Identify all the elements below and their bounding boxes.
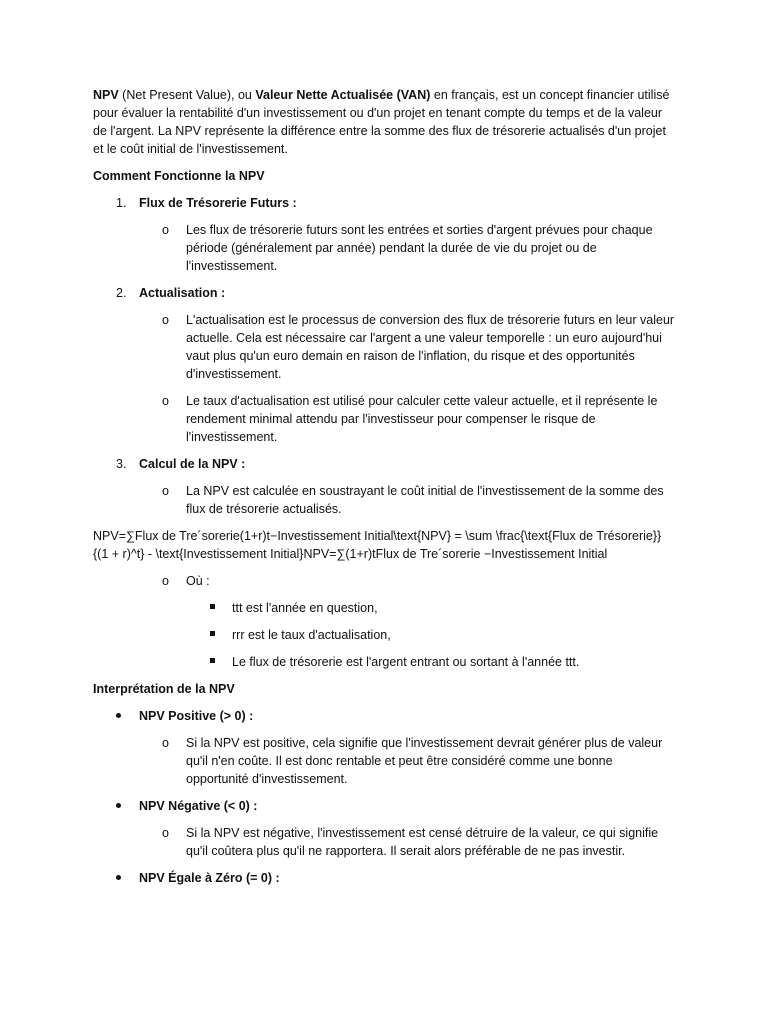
bullet-item-negative: NPV Négative (< 0) : (93, 797, 675, 815)
square-bullet-item: Le flux de trésorerie est l'argent entrant ou sortant à l'année ttt. (93, 653, 675, 671)
numbered-item-2: 2. Actualisation : (116, 286, 226, 300)
sub-bullet: o L'actualisation est le processus de conversion des flux de trésorerie futurs en leur valeur actuelle. Cela est nécessaire car l'argent a une valeur temporelle : un euro aujourd'hui vaut plus qu'un euro demain en raison de l'inflation, du risque et des opportunités d'investissement. (162, 313, 675, 381)
bullet-dot-icon (116, 713, 121, 718)
sub-bullet: o Si la NPV est positive, cela signifie que l'investissement devrait générer plus de valeur qu'il n'en coûte. Il est donc rentable et peut être considéré comme une bonne opportunité d'investissement. (162, 736, 663, 786)
numbered-item-1: 1. Flux de Trésorerie Futurs : (116, 196, 297, 210)
section-heading-fonctionnement: Comment Fonctionne la NPV (93, 169, 265, 183)
square-bullet-item: ttt est l'année en question, (93, 599, 675, 617)
van-term: Valeur Nette Actualisée (VAN) (255, 88, 431, 102)
square-bullet-item: rrr est le taux d'actualisation, (93, 626, 675, 644)
bullet-dot-icon (116, 803, 121, 808)
document-body (93, 86, 675, 896)
bullet-item-positive: NPV Positive (> 0) : (93, 707, 675, 725)
intro-paragraph: NPV (Net Present Value), ou Valeur Nette Actualisée (VAN) en français, est un concept financier utilisé pour évaluer la rentabilité d'un investissement ou d'un projet en tenant compte du temps et de la valeur de l'argent. La NPV représente la différence entre la somme des flux de trésorerie actualisés d'un projet et le coût initial de l'investissement. (93, 88, 670, 156)
bullet-dot-icon (116, 875, 121, 880)
section-heading-interpretation: Interprétation de la NPV (93, 682, 235, 696)
numbered-item-3: 3. Calcul de la NPV : (116, 457, 246, 471)
sub-bullet: o Le taux d'actualisation est utilisé pour calculer cette valeur actuelle, et il représente le rendement minimal attendu par l'investisseur pour compenser le risque de l'investissement. (162, 394, 658, 444)
sub-bullet: o Si la NPV est négative, l'investissement est censé détruire de la valeur, ce qui signifie qu'il coûtera plus qu'il ne rapportera. Il serait alors préférable de ne pas investir. (162, 826, 659, 858)
sub-bullet: o La NPV est calculée en soustrayant le coût initial de l'investissement de la somme des flux de trésorerie actualisés. (162, 484, 664, 516)
npv-term: NPV (93, 88, 119, 102)
npv-formula: NPV=∑Flux de Tre´sorerie(1+r)t−Investissement Initial\text{NPV} = \sum \frac{\text{Flux de Trésorerie}}{(1 + r)^t} - \text{Investissement Initial}NPV=∑(1+r)tFlux de Tre´sorerie −Investissement Initial (93, 529, 662, 561)
bullet-item-zero: NPV Égale à Zéro (= 0) : (93, 869, 675, 887)
sub-bullet: o Les flux de trésorerie futurs sont les entrées et sorties d'argent prévues pour chaque période (généralement par année) pendant la durée de vie du projet ou de l'investissement. (162, 223, 653, 273)
where-bullet: o Où : (162, 574, 210, 588)
